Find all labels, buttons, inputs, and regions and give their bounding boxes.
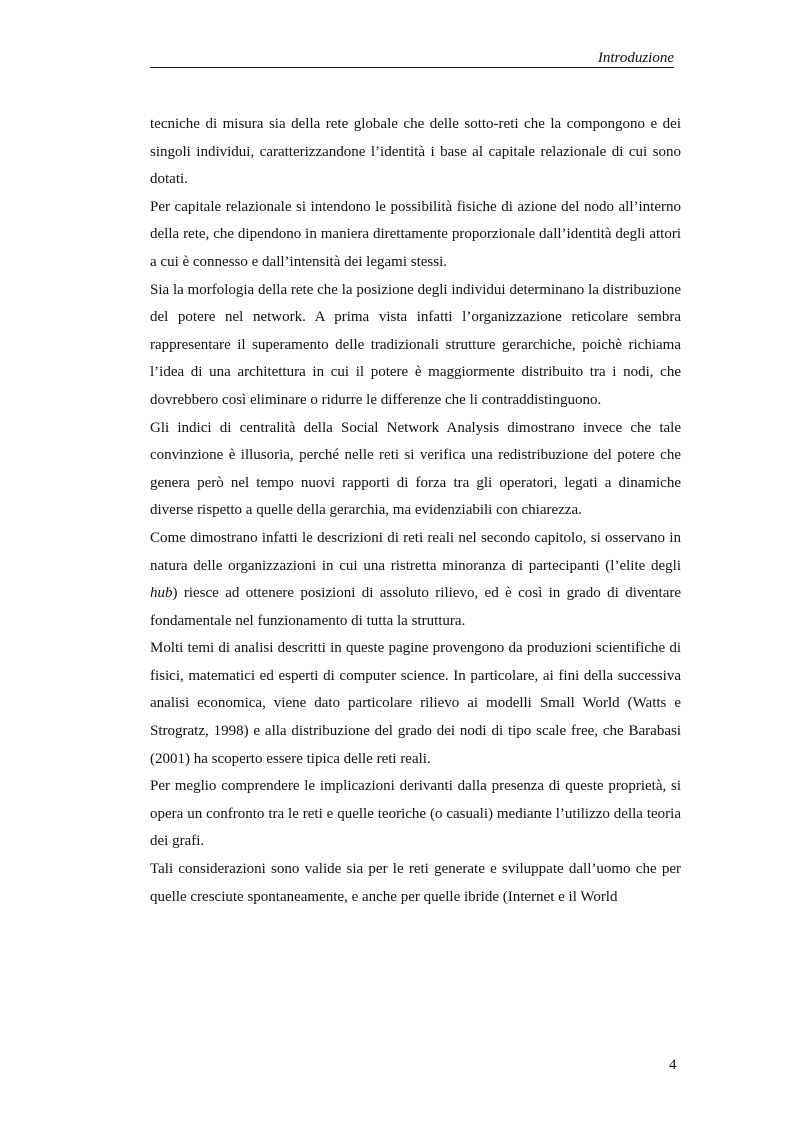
- paragraph: tecniche di misura sia della rete globale che delle sotto-reti che la compongono e dei singoli individui, caratterizzandone l’identità i base al capitale relazionale di cui sono dotati.: [150, 116, 681, 188]
- paragraph: Tali considerazioni sono valide sia per le reti generate e sviluppate dall’uomo che per quelle cresciute spontaneamente, e anche per quelle ibride (Internet e il World: [150, 861, 681, 905]
- paragraph: Sia la morfologia della rete che la posizione degli individui determinano la distribuzione del potere nel network. A prima vista infatti l’organizzazione reticolare sembra rappresentare il superamento delle tradizionali strutture gerarchiche, poichè richiama l’idea di una architettura in cui il potere è maggiormente distribuito tra i nodi, che dovrebbero così eliminare o ridurre le differenze che li contraddistinguono.: [150, 281, 681, 408]
- hub-emphasis: hub: [150, 585, 173, 602]
- paragraph: Per capitale relazionale si intendono le possibilità fisiche di azione del nodo all’interno della rete, che dipendono in maniera direttamente proporzionale dall’identità degli attori a cui è connesso e dall’intensità dei legami stessi.: [150, 198, 681, 270]
- paragraph-hub-after: ) riesce ad ottenere posizioni di assoluto rilievo, ed è così in grado di diventare fondamentale nel funzionamento di tutta la struttura.: [150, 585, 681, 629]
- paragraph-hub: [150, 525, 681, 635]
- page-number: 4: [669, 1057, 677, 1073]
- paragraph: Per meglio comprendere le implicazioni derivanti dalla presenza di queste proprietà, si opera un confronto tra le reti e quelle teoriche (o casuali) mediante l’utilizzo della teoria dei grafi.: [150, 778, 681, 850]
- running-header: [150, 48, 674, 68]
- body-text: [150, 111, 681, 911]
- paragraph: Molti temi di analisi descritti in queste pagine provengono da produzioni scientifiche di fisici, matematici ed esperti di computer science. In particolare, ai fini della successiva analisi economica, viene dato particolare rilievo ai modelli Small World (Watts e Strogratz, 1998) e alla distribuzione del grado dei nodi di tipo scale free, che Barabasi (2001) ha scoperto essere tipica delle reti reali.: [150, 640, 681, 767]
- paragraph: Gli indici di centralità della Social Network Analysis dimostrano invece che tale convinzione è illusoria, perché nelle reti si verifica una redistribuzione del potere che genera però nel tempo nuovi rapporti di forza tra gli operatori, legati a dinamiche diverse rispetto a quelle della gerarchia, ma evidenziabili con chiarezza.: [150, 419, 681, 519]
- paragraph-hub-before: Come dimostrano infatti le descrizioni di reti reali nel secondo capitolo, si osservano in natura delle organizzazioni in cui una ristretta minoranza di partecipanti (l’elite degli: [150, 529, 681, 574]
- header-title: Introduzione: [597, 50, 674, 66]
